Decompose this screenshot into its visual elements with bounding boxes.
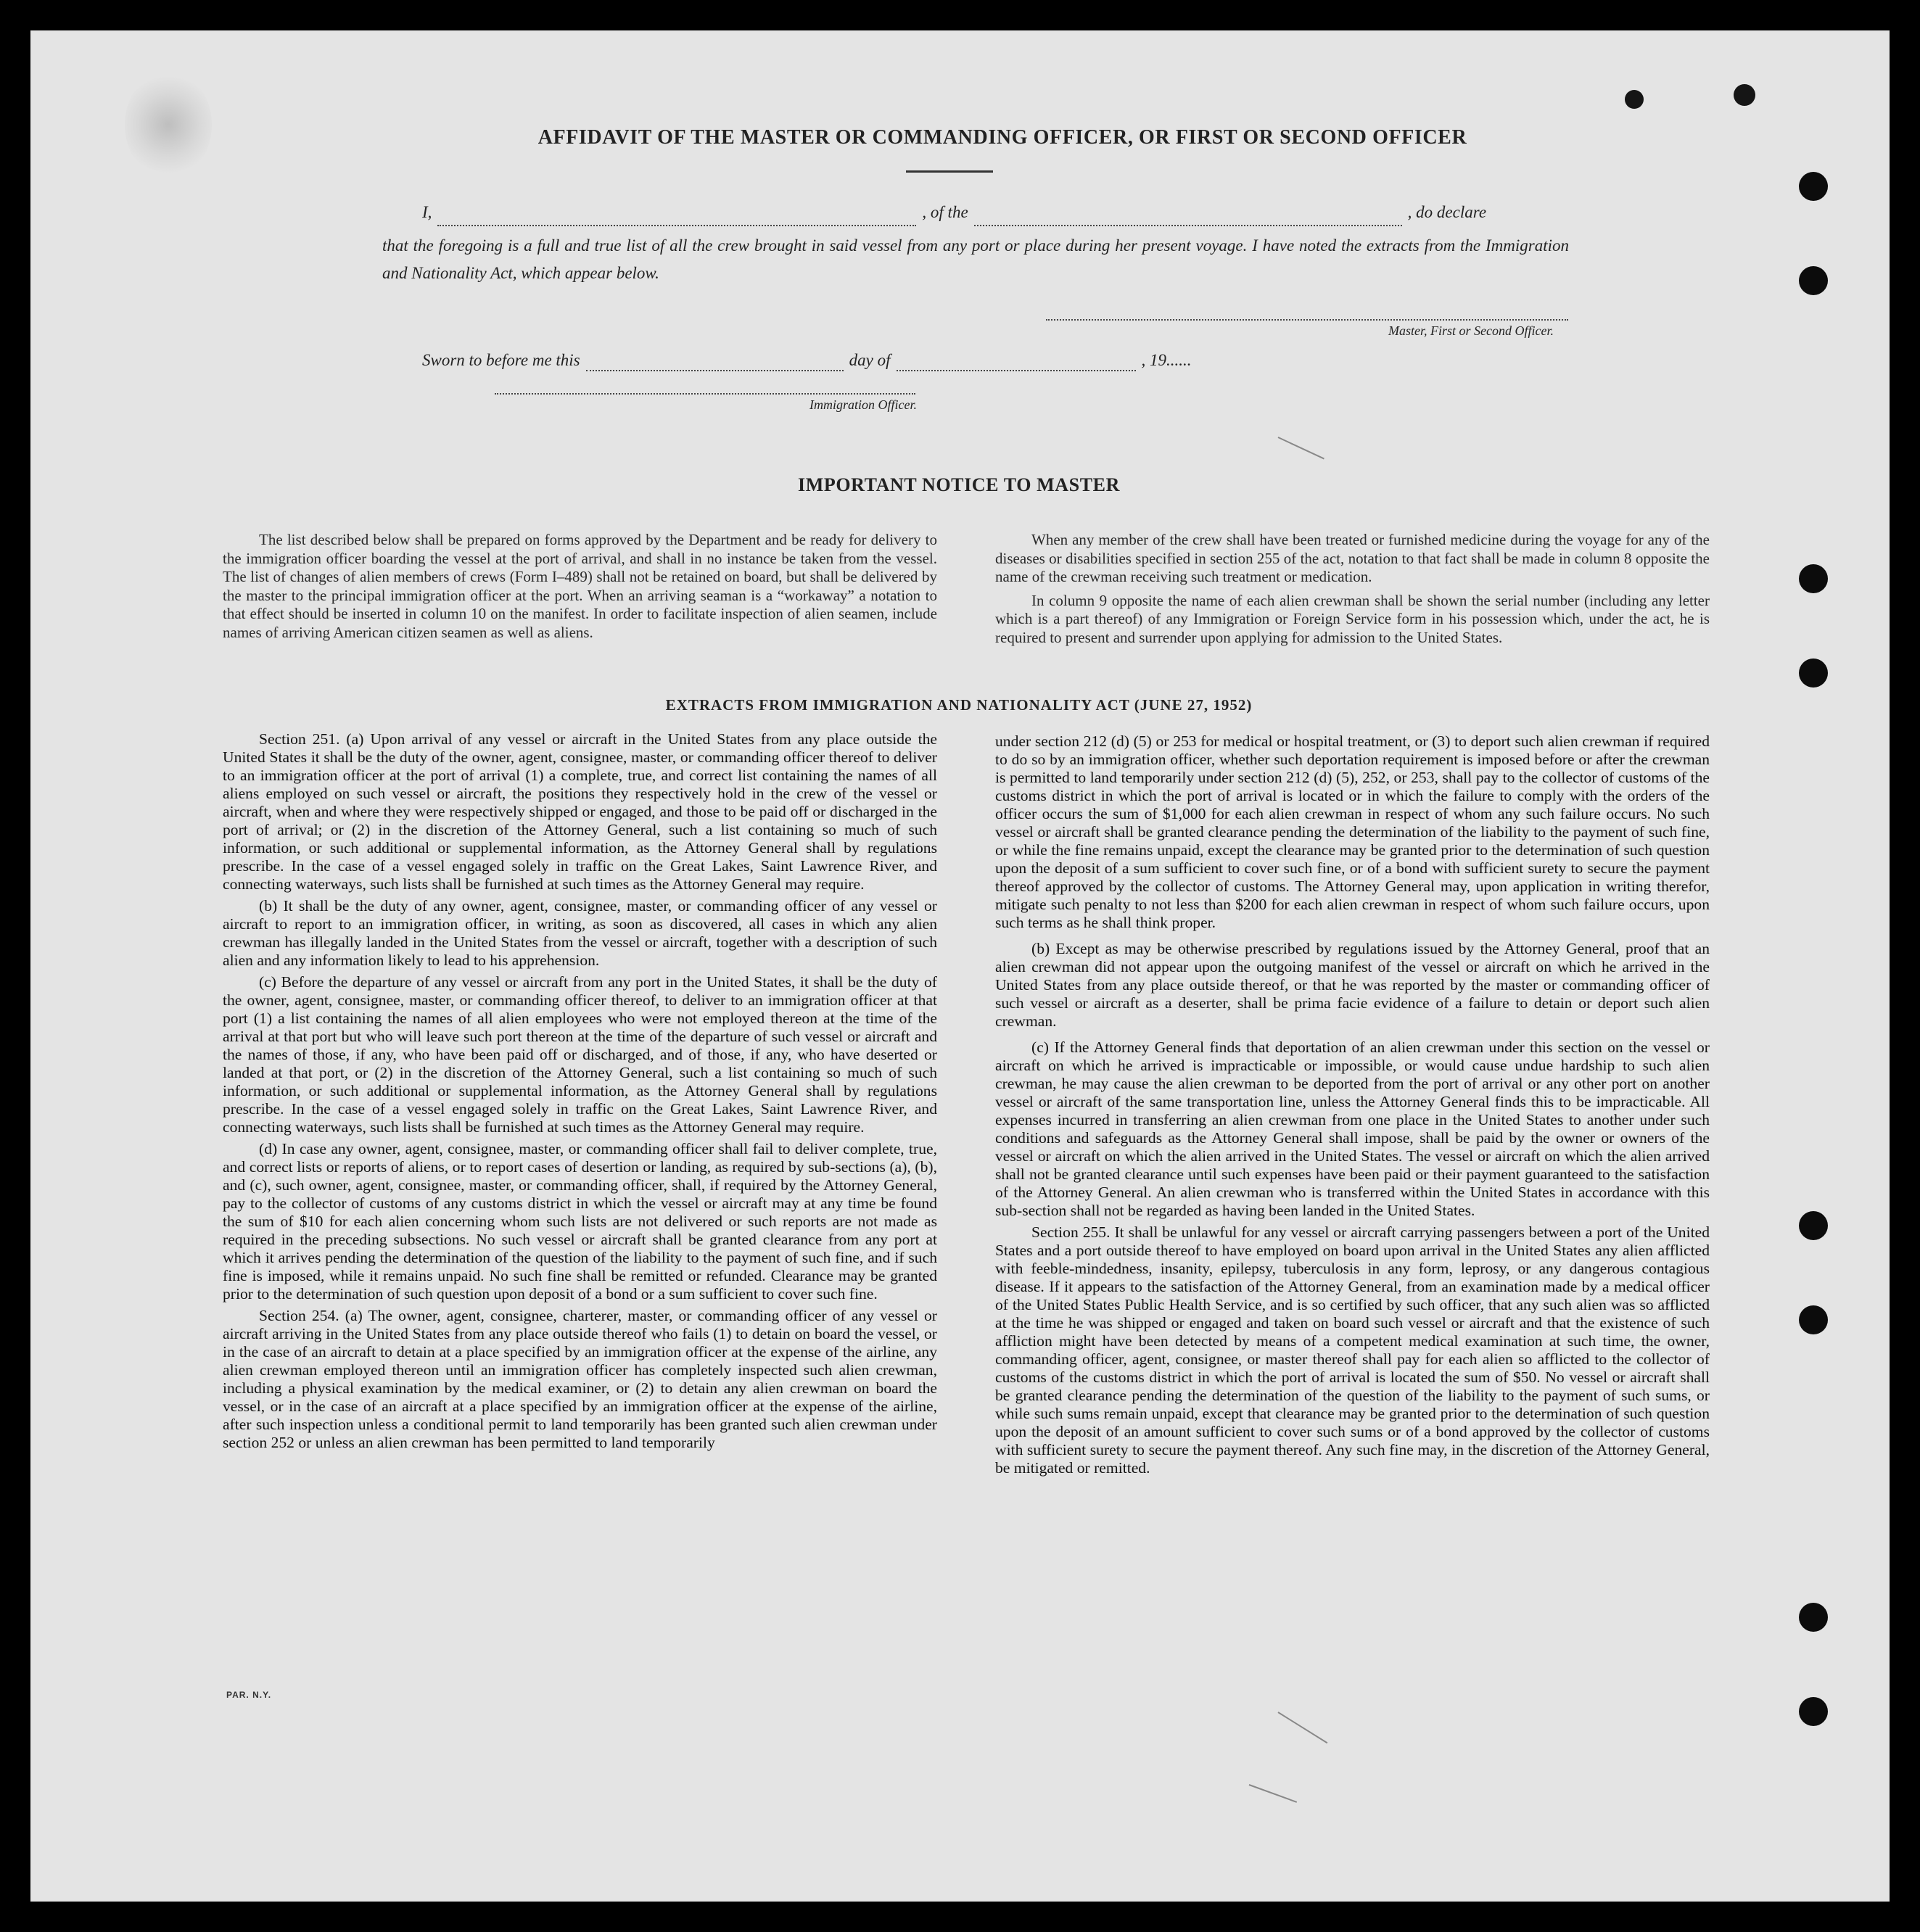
immigration-officer-label: Immigration Officer. [809,397,917,412]
immigration-officer-signature-field[interactable] [495,393,915,395]
extract-paragraph: (c) Before the departure of any vessel or aircraft from any port in the United States, it shall be the duty of the owner, agent, consignee, master, or commanding officer thereof, to deliver to an immigration officer at that port (1) a list containing the names of all alien employees who were not employed thereon at the time of the arrival at that port but who will leave such port thereon at the time of the departure of such vessel or aircraft and the names of those, if any, who have been paid off or discharged, and of those, if any, who have deserted or landed at that port, or (2) in the discretion of the Attorney General, such a list containing so much of such information, or such additional or supplemental information, as the Attorney General shall by regulations prescribe. In the case of a vessel engaged solely in traffic on the Great Lakes, Saint Lawrence River, and connecting waterways, such lists shall be furnished at such times as the Attorney General may require. [223,973,937,1136]
notice-paragraph: When any member of the crew shall have been treated or furnished medicine during the voyage for any of the diseases or disabilities specified in section 255 of the act, notation to that fact shall be made in column 8 opposite the name of the crewman receiving such treatment or medication. [995,531,1710,585]
extract-paragraph: (c) If the Attorney General finds that deportation of an alien crewman under this section on the vessel or aircraft on which he arrived is impracticable or impossible, or would cause undue hardship to such alien crewman, he may cause the alien crewman to be deported from the port of arrival or any other port on another vessel or aircraft of the same transportation line, unless the Attorney General finds this to be impracticable. All expenses incurred in transferring an alien crewman from one place in the United States to another under such conditions and safeguards as the Attorney General shall impose, shall be paid by the owner or owners of the vessel or aircraft on which the alien arrived in the United States. The vessel or aircraft on which the alien arrived shall not be granted clearance until such expenses have been paid or their payment guaranteed to the satisfaction of the Attorney General. An alien crewman who is transferred within the United States in accordance with this sub-section shall not be regarded as having been landed in the United States. [995,1039,1710,1219]
name-field[interactable] [437,225,916,226]
affidavit-title: AFFIDAVIT OF THE MASTER OR COMMANDING OFFICER, OR FIRST OR SECOND OFFICER [537,126,1467,149]
punch-hole [1799,1305,1828,1334]
punch-hole [1799,266,1828,295]
stray-mark [1278,437,1324,459]
extract-paragraph: under section 212 (d) (5) or 253 for medical or hospital treatment, or (3) to deport such alien crewman if required to do so by an immigration officer, whether such deportation requirement is imposed before or after the crewman is permitted to land temporarily under section 212 (d) (5), 252, or 253, shall pay to the collector of customs of the customs district in which the port of arrival is located or in which the failure to comply with the orders of the officer occurs the sum of $1,000 for each alien crewman in respect of whom any such failure occurs. No such vessel or aircraft shall be granted clearance pending the determination of the liability to the payment of such fine, or while the fine remains unpaid, except the clearance may be granted prior to the determination of such question upon the deposit of a sum sufficient to cover such fine, or of a bond with sufficient surety to secure the payment thereof approved by the collector of customs. The Attorney General may, upon application in writing therefor, mitigate such penalty to not less than $200 for each alien crewman in respect of whom such failure occurs, upon such terms as he shall think proper. [995,732,1710,931]
punch-mark [1625,90,1644,109]
extract-paragraph: (d) In case any owner, agent, consignee, master, or commanding officer shall fail to deliver complete, true, and correct lists or reports of aliens, or to report cases of desertion or landing, as required by sub-sections (a), (b), and (c), such owner, agent, consignee, master, or commanding officer, shall, if required by the Attorney General, pay to the collector of customs of any customs district in which the vessel or aircraft may at any time be found the sum of $10 for each alien concerning whom such lists are not delivered or such reports are not made as required in the preceding subsections. No such vessel or aircraft shall be granted clearance from any port at which it arrives pending the determination of the question of the liability to the payment of such fine, and if such fine is imposed, while it remains unpaid. No such fine shall be remitted or refunded. Clearance may be granted prior to the determination of such question upon deposit of a bond or a sum sufficient to cover such fine. [223,1140,937,1303]
sworn-month-field[interactable] [897,370,1136,371]
punch-mark [1734,84,1755,106]
declaration-i: I, [422,203,432,221]
year-label: , 19...... [1141,351,1192,369]
punch-hole [1799,172,1828,201]
declaration-do-declare: , do declare [1407,203,1487,221]
punch-hole [1799,1697,1828,1726]
declaration-of-the: , of the [922,203,968,221]
extract-paragraph: (b) Except as may be otherwise prescribed by regulations issued by the Attorney General, proof that an alien crewman did not appear upon the outgoing manifest of the vessel or aircraft on which he arrived in the United States from any place outside thereof, or that he was reported by the master or commanding officer of such vessel or aircraft as a deserter, shall be prima facie evidence of a failure to detain or deport such alien crewman. [995,940,1710,1030]
punch-hole [1799,1603,1828,1632]
punch-hole [1799,659,1828,688]
notice-right-column [995,531,1710,652]
punch-hole [1799,1211,1828,1240]
extracts-left-column [223,730,937,1456]
stray-mark [1277,1712,1327,1743]
extract-paragraph: Section 251. (a) Upon arrival of any vessel or aircraft in the United States from any place outside the United States it shall be the duty of the owner, agent, consignee, master, or commanding officer thereof to deliver to an immigration officer at the port of arrival (1) a complete, true, and correct list containing the names of all aliens employed on such vessel or aircraft, the positions they respectively hold in the crew of the vessel or aircraft, when and where they were respectively shipped or engaged, and those to be paid off or discharged in the port of arrival; or (2) in the discretion of the Attorney General, such a list containing so much of such information, or such additional or supplemental information, as the Attorney General shall by regulations prescribe. In the case of a vessel engaged solely in traffic on the Great Lakes, Saint Lawrence River, and connecting waterways, such lists shall be furnished at such times as the Attorney General may require. [223,730,937,893]
declaration-statement: that the foregoing is a full and true list of all the crew brought in said vessel from any port or place during her present voyage. I have noted the extracts from the Immigration and Nationality Act, which appear below. [382,236,1569,282]
notice-title: IMPORTANT NOTICE TO MASTER [797,474,1120,495]
extracts-right-column [995,732,1710,1481]
master-signature-label: Master, First or Second Officer. [1388,323,1554,338]
extract-paragraph: (b) It shall be the duty of any owner, agent, consignee, master, or commanding officer of any vessel or aircraft to report to an immigration officer, in writing, as soon as discovered, all cases in which any alien crewman has illegally landed in the United States from the vessel or aircraft, together with a description of such alien and any information likely to lead to his apprehension. [223,897,937,969]
sworn-to-label: Sworn to before me this [422,351,580,369]
master-signature-field[interactable] [1046,319,1568,321]
declaration-line [422,203,1568,232]
punch-hole [1799,564,1828,593]
printer-mark: PAR. N.Y. [226,1690,272,1700]
notice-paragraph: In column 9 opposite the name of each alien crewman shall be shown the serial number (including any letter which is a part thereof) of any Immigration or Foreign Service form in his possession which, under the act, he is required to present and surrender upon applying for admission to the United States. [995,591,1710,646]
notice-left-column [223,531,937,642]
stray-mark [1249,1784,1297,1803]
sworn-line [422,351,1293,377]
ink-smudge [125,70,212,179]
sworn-day-field[interactable] [586,370,844,371]
extracts-title: EXTRACTS FROM IMMIGRATION AND NATIONALITY ACT (JUNE 27, 1952) [665,696,1253,714]
vessel-field[interactable] [974,225,1402,226]
document-page [30,30,1890,1902]
title-underline [906,170,993,173]
extract-paragraph: Section 254. (a) The owner, agent, consignee, charterer, master, or commanding officer of any vessel or aircraft arriving in the United States from any place outside thereof who fails (1) to detain on board the vessel, or in the case of an aircraft to detain at a place specified by an immigration officer at the expense of the airline, any alien crewman employed thereon until an immigration officer has completely inspected such alien crewman, including a physical examination by the medical examiner, or (2) to detain any alien crewman on board the vessel, or in the case of an aircraft at a place specified by an immigration officer at the expense of the airline, after such inspection unless a conditional permit to land temporarily has been granted such alien crewman under section 252 or unless an alien crewman has been permitted to land temporarily [223,1307,937,1451]
notice-paragraph: The list described below shall be prepared on forms approved by the Department and be ready for delivery to the immigration officer boarding the vessel at the port of arrival, and shall in no instance be taken from the vessel. The list of changes of alien members of crews (Form I–489) shall not be retained on board, but shall be delivered by the master to the principal immigration officer at the port. When an arriving seaman is a “workaway” a notation to that effect should be inserted in column 10 on the manifest. In order to facilitate inspection of alien seamen, include names of arriving American citizen seamen as well as aliens. [223,531,937,641]
extract-paragraph: Section 255. It shall be unlawful for any vessel or aircraft carrying passengers between a port of the United States and a port outside thereof to have employed on board upon arrival in the United States any alien afflicted with feeble-mindedness, insanity, epilepsy, tuberculosis in any form, leprosy, or any dangerous contagious disease. If it appears to the satisfaction of the Attorney General, from an examination made by a medical officer of the United States Public Health Service, and is so certified by such officer, that any such alien was so afflicted at the time he was shipped or engaged and taken on board such vessel or aircraft and that the existence of such affliction might have been detected by means of a competent medical examination at such time, the owner, commanding officer, agent, consignee, or master thereof shall pay for each alien so afflicted to the collector of customs of the customs district in which the port of arrival is located the sum of $50. No vessel or aircraft shall be granted clearance pending the determination of the question of the liability to the payment of such sums, or while such sums remain unpaid, except that clearance may be granted prior to the determination of such question upon the deposit of an amount sufficient to cover such sums or of a bond approved by the collector of customs with sufficient surety to secure the payment thereof. Any such fine may, in the discretion of the Attorney General, be mitigated or remitted. [995,1223,1710,1477]
day-of-label: day of [849,351,891,369]
